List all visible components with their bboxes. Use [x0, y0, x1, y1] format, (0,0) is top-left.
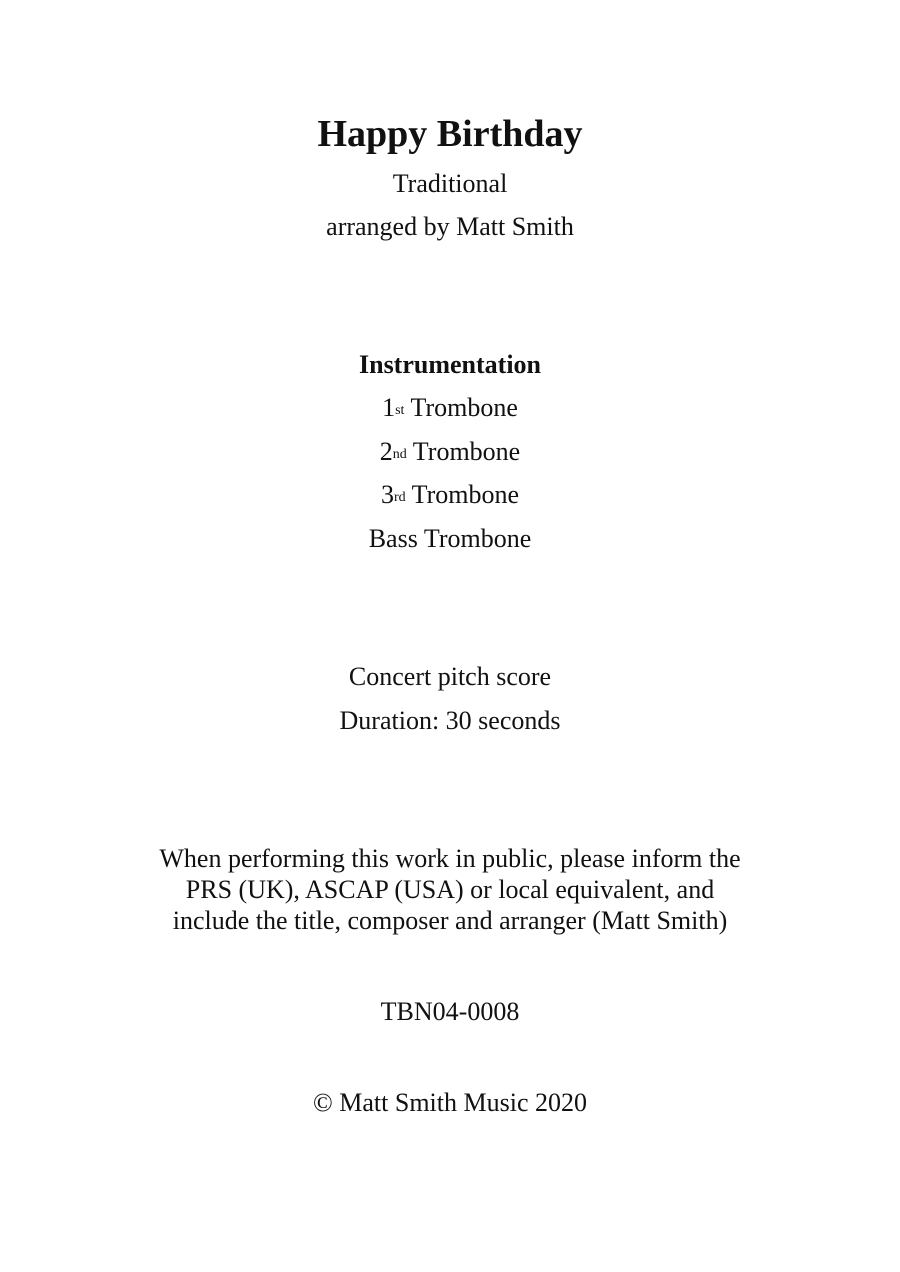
- catalog-number: TBN04-0008: [380, 997, 520, 1026]
- score-pitch: Concert pitch score: [348, 662, 552, 691]
- part-number: 1: [382, 393, 396, 422]
- instrumentation-heading: Instrumentation: [358, 350, 541, 379]
- part-name: Trombone: [405, 480, 520, 509]
- score-duration: Duration: 30 seconds: [339, 706, 561, 735]
- part-name: Bass Trombone: [368, 524, 532, 553]
- part-1st-trombone: [0, 392, 900, 424]
- composer: Traditional: [392, 169, 508, 198]
- notice-line: PRS (UK), ASCAP (USA) or local equivalent, and: [185, 875, 715, 904]
- copyright-notice: © Matt Smith Music 2020: [313, 1088, 587, 1117]
- part-number: 2: [379, 437, 393, 466]
- part-ordinal-suffix: rd: [393, 490, 406, 505]
- part-number: 3: [380, 480, 394, 509]
- part-name: Trombone: [404, 393, 518, 422]
- part-ordinal-suffix: nd: [392, 447, 407, 462]
- piece-title: Happy Birthday: [317, 113, 583, 155]
- arranger: arranged by Matt Smith: [326, 212, 574, 241]
- part-name: Trombone: [406, 437, 521, 466]
- performance-notice: [0, 843, 900, 936]
- part-2nd-trombone: [0, 436, 900, 468]
- notice-line: include the title, composer and arranger (Matt Smith): [172, 906, 728, 935]
- part-bass-trombone: [0, 523, 900, 555]
- part-ordinal-suffix: st: [395, 403, 405, 418]
- notice-line: When performing this work in public, please inform the: [159, 844, 741, 873]
- part-3rd-trombone: [0, 479, 900, 511]
